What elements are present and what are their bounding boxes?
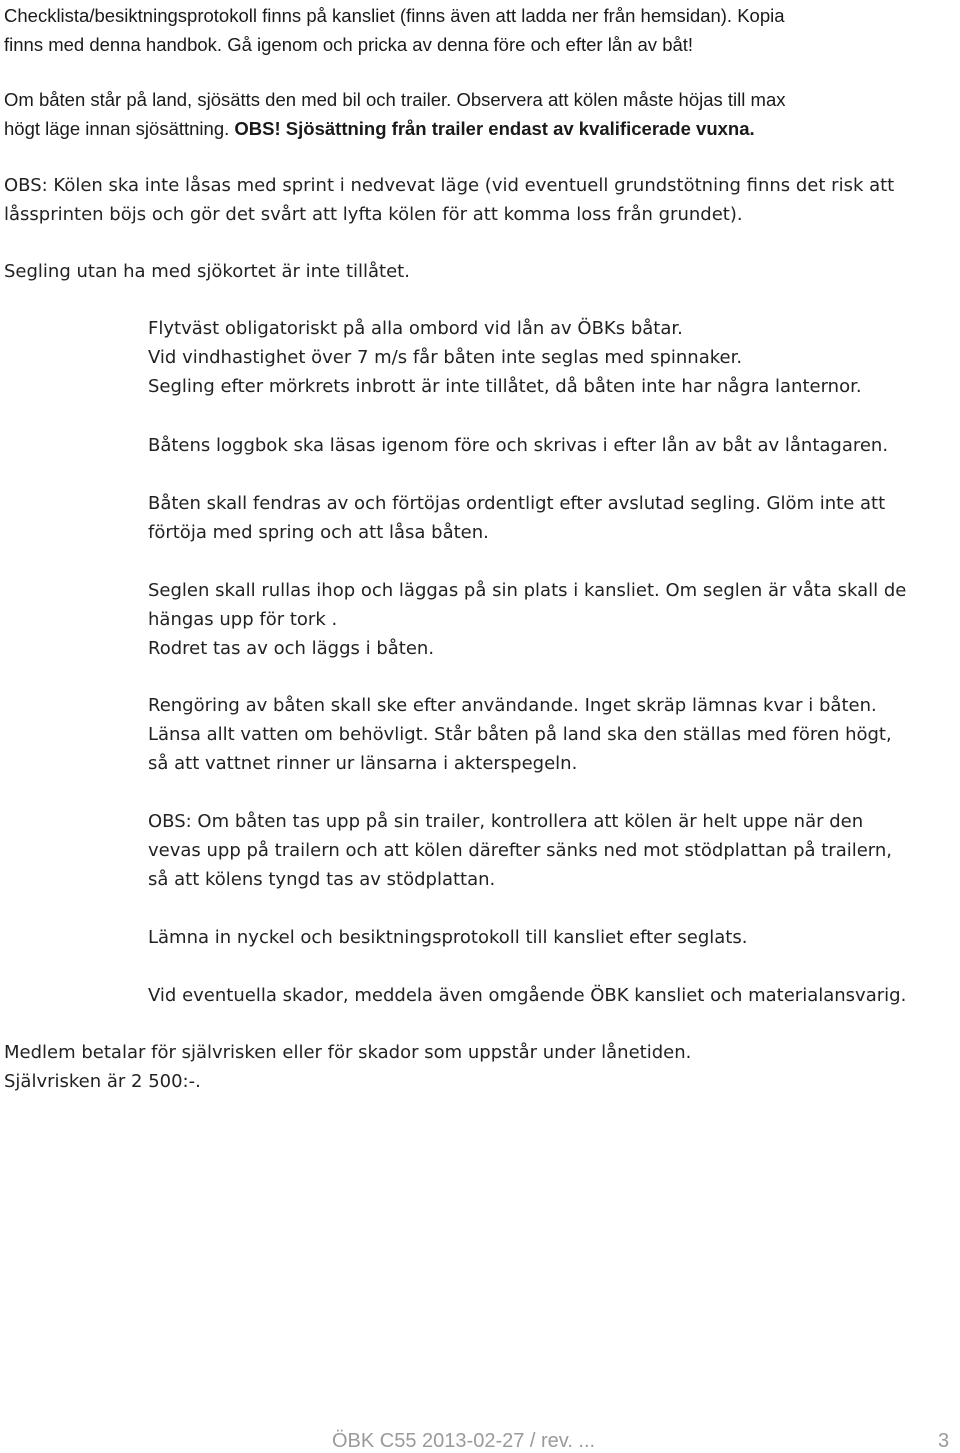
liability-line-2: Självrisken är 2 500:-. (4, 1071, 201, 1092)
sails-line-2: hängas upp för tork . (148, 609, 338, 630)
liability-line-1: Medlem betalar för självrisken eller för skador som uppstår under lånetiden. (4, 1042, 692, 1063)
intro-line-3: Om båten står på land, sjösätts den med bil och trailer. Observera att kölen måste höjas till max (4, 89, 786, 110)
obs-keel-line-1: OBS: Kölen ska inte låsas med sprint i nedvevat läge (vid eventuell grundstötning finns det risk att (4, 175, 895, 196)
damage-rule: Vid eventuella skador, meddela även omgående ÖBK kansliet och materialansvarig. (148, 985, 907, 1006)
keys-rule: Lämna in nyckel och besiktningsprotokoll till kansliet efter seglats. (148, 927, 748, 948)
obs-trailer-line-2: vevas upp på trailern och att kölen därefter sänks ned mot stödplattan på trailern, (148, 840, 893, 861)
mooring-line-1: Båten skall fendras av och förtöjas ordentligt efter avslutad segling. Glöm inte att (148, 493, 886, 514)
launch-warning: OBS! Sjösättning från trailer endast av kvalificerade vuxna. (234, 118, 755, 139)
intro-line-4 (4, 118, 755, 140)
logbook-rule: Båtens loggbok ska läsas igenom före och skrivas i efter lån av båt av låntagaren. (148, 435, 889, 456)
rule-darkness: Segling efter mörkrets inbrott är inte tillåtet, då båten inte har några lanternor. (148, 376, 862, 397)
footer-doc-id: ÖBK C55 2013-02-27 / rev. ... (332, 1430, 596, 1452)
cleaning-line-1: Rengöring av båten skall ske efter användande. Inget skräp lämnas kvar i båten. (148, 695, 877, 716)
cleaning-line-2: Länsa allt vatten om behövligt. Står båten på land ska den ställas med fören högt, (148, 724, 892, 745)
sails-line-3: Rodret tas av och läggs i båten. (148, 638, 435, 659)
rule-wind: Vid vindhastighet över 7 m/s får båten inte seglas med spinnaker. (148, 347, 743, 368)
footer-page-number: 3 (938, 1430, 950, 1452)
rule-life-vest: Flytväst obligatoriskt på alla ombord vid lån av ÖBKs båtar. (148, 318, 683, 339)
intro-line-1: Checklista/besiktningsprotokoll finns på kansliet (finns även att ladda ner från hemsidan). Kopia (4, 5, 785, 26)
mooring-line-2: förtöja med spring och att låsa båten. (148, 522, 489, 543)
obs-keel-line-2: låssprinten böjs och gör det svårt att lyfta kölen för att komma loss från grundet). (4, 204, 743, 225)
chart-rule: Segling utan ha med sjökortet är inte tillåtet. (4, 261, 410, 282)
intro-line-2: finns med denna handbok. Gå igenom och pricka av denna före och efter lån av båt! (4, 34, 694, 55)
obs-trailer-line-3: så att kölens tyngd tas av stödplattan. (148, 869, 496, 890)
intro-line-4-text: högt läge innan sjösättning. (4, 118, 235, 139)
obs-trailer-line-1: OBS: Om båten tas upp på sin trailer, kontrollera att kölen är helt uppe när den (148, 811, 864, 832)
cleaning-line-3: så att vattnet rinner ur länsarna i akterspegeln. (148, 753, 578, 774)
sails-line-1: Seglen skall rullas ihop och läggas på sin plats i kansliet. Om seglen är våta skall de (148, 580, 907, 601)
